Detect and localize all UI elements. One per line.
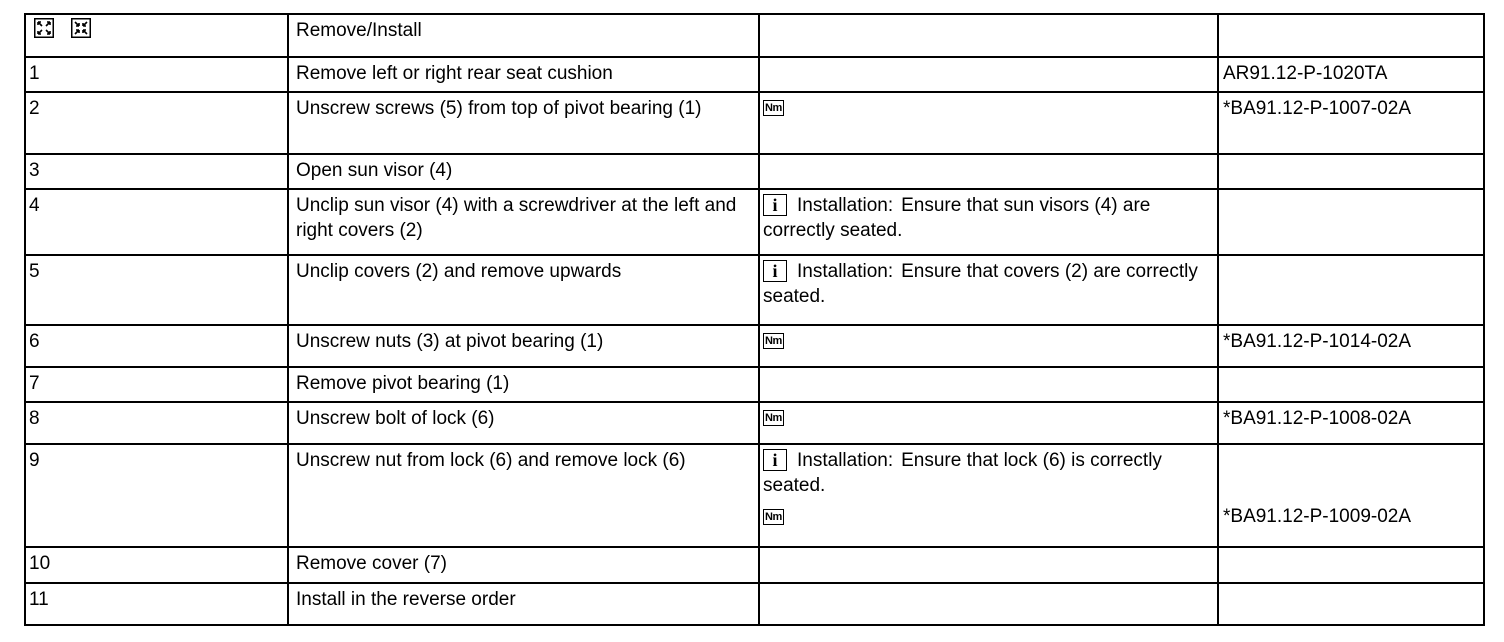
header-title-cell (288, 14, 759, 57)
table-row (25, 255, 1484, 325)
step-text: Install in the reverse order (296, 589, 516, 610)
step-number: 3 (29, 160, 40, 181)
expand-all-icon[interactable] (34, 18, 54, 38)
torque-nm-icon[interactable]: Nm (765, 102, 782, 114)
info-icon: i (763, 260, 787, 282)
step-number: 6 (29, 331, 40, 352)
installation-text: Ensure that sun visors (4) are correctly seated. (763, 195, 1151, 241)
step-text: Unscrew nut from lock (6) and remove lock (6) (296, 450, 686, 471)
installation-text: Ensure that covers (2) are correctly seated. (763, 261, 1198, 307)
table-row (25, 547, 1484, 583)
table-row (25, 57, 1484, 92)
reference-link[interactable]: *BA91.12-P-1008-02A (1223, 408, 1412, 429)
reference-link[interactable]: *BA91.12-P-1009-02A (1223, 506, 1412, 527)
step-number: 7 (29, 373, 40, 394)
step-number: 2 (29, 98, 40, 119)
step-text: Remove left or right rear seat cushion (296, 63, 613, 84)
header-title: Remove/Install (296, 20, 422, 41)
step-number: 8 (29, 408, 40, 429)
installation-note (763, 256, 1217, 309)
torque-nm-icon[interactable]: Nm (765, 412, 782, 424)
table-row (25, 367, 1484, 402)
table-row (25, 583, 1484, 625)
installation-note (763, 190, 1217, 243)
table-row (25, 189, 1484, 255)
table-row (25, 92, 1484, 154)
torque-nm-icon[interactable]: Nm (765, 511, 782, 523)
collapse-all-icon[interactable] (71, 18, 91, 38)
step-number: 4 (29, 195, 40, 216)
step-number: 1 (29, 63, 40, 84)
step-text: Unscrew nuts (3) at pivot bearing (1) (296, 331, 604, 352)
table-header-row (25, 14, 1484, 57)
step-text: Remove pivot bearing (1) (296, 373, 510, 394)
reference-link[interactable]: AR91.12-P-1020TA (1223, 63, 1388, 84)
info-icon: i (763, 194, 787, 216)
table-row (25, 325, 1484, 367)
installation-label: Installation: (797, 261, 894, 282)
table-row (25, 154, 1484, 189)
procedure-table (24, 13, 1485, 626)
step-number: 9 (29, 450, 40, 471)
installation-note (763, 445, 1217, 498)
installation-text: Ensure that lock (6) is correctly seated. (763, 450, 1162, 496)
installation-label: Installation: (797, 450, 894, 471)
step-number: 5 (29, 261, 40, 282)
table-row (25, 444, 1484, 547)
step-number: 10 (29, 553, 51, 574)
installation-label: Installation: (797, 195, 894, 216)
step-text: Open sun visor (4) (296, 160, 453, 181)
header-empty-cell (759, 14, 1218, 57)
header-empty-cell (1218, 14, 1484, 57)
step-text: Unscrew bolt of lock (6) (296, 408, 495, 429)
step-text: Unclip covers (2) and remove upwards (296, 261, 622, 282)
step-text: Unscrew screws (5) from top of pivot bearing (1) (296, 98, 702, 119)
table-row (25, 402, 1484, 444)
reference-link[interactable]: *BA91.12-P-1007-02A (1223, 98, 1412, 119)
reference-link[interactable]: *BA91.12-P-1014-02A (1223, 331, 1412, 352)
step-text: Remove cover (7) (296, 553, 447, 574)
step-text: Unclip sun visor (4) with a screwdriver at the left and right covers (2) (296, 195, 737, 241)
info-icon: i (763, 449, 787, 471)
torque-nm-icon[interactable]: Nm (765, 335, 782, 347)
header-icons-cell (25, 14, 288, 57)
step-number: 11 (29, 589, 49, 610)
